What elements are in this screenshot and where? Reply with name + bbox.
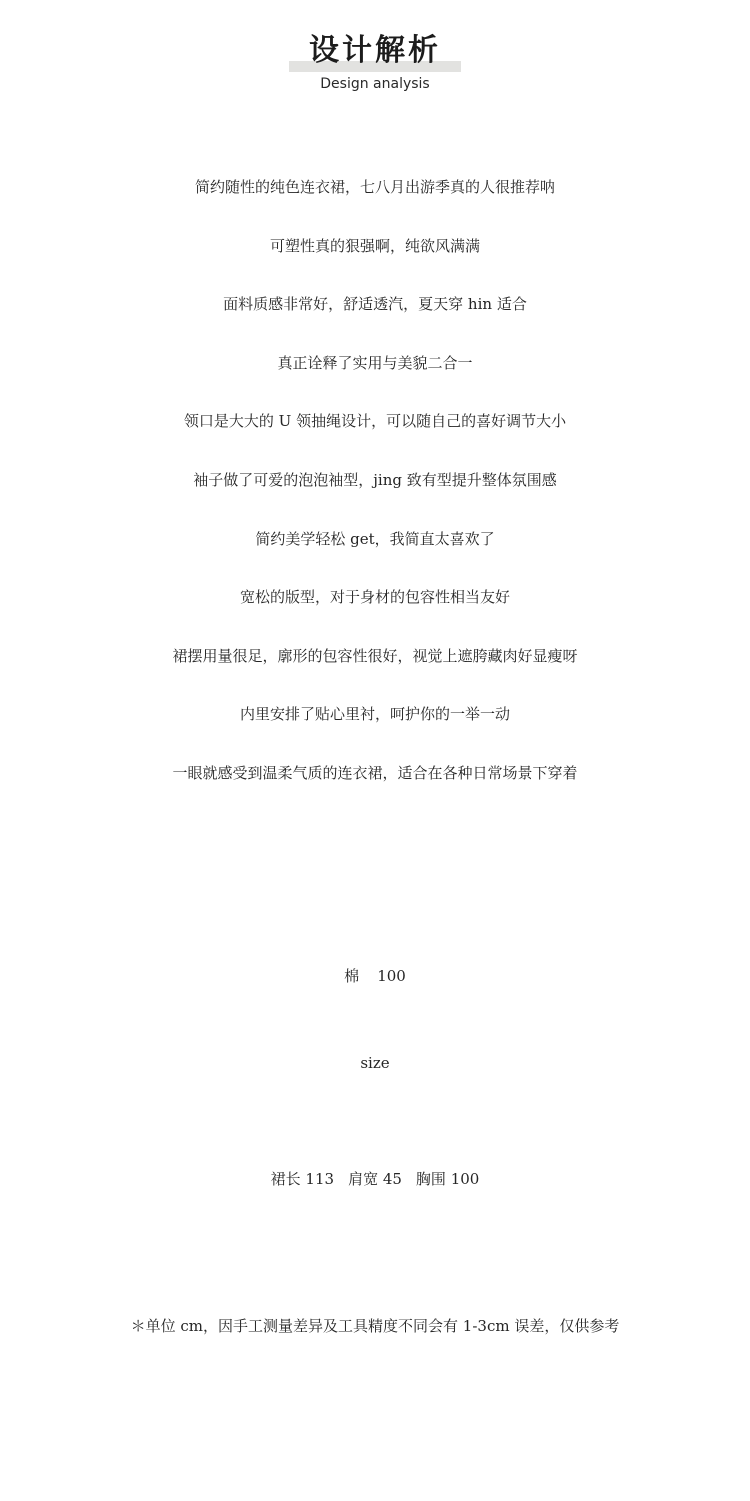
description-line: 袖子做了可爱的泡泡袖型，jing 致有型提升整体氛围感 bbox=[193, 470, 557, 489]
measurement-note: ＊单位 cm，因手工测量差异及工具精度不同会有 1-3cm 误差，仅供参考 bbox=[130, 1317, 620, 1335]
description-line: 宽松的版型，对于身材的包容性相当友好 bbox=[239, 588, 510, 607]
description-line: 一眼就感受到温柔气质的连衣裙，适合在各种日常场景下穿着 bbox=[172, 763, 578, 782]
measurement-shoulder: 肩宽 45 bbox=[348, 1170, 402, 1188]
measurement-bust: 胸围 100 bbox=[415, 1170, 480, 1188]
description-line: 简约随性的纯色连衣裙，七八月出游季真的人很推荐呐 bbox=[194, 178, 555, 196]
description-line: 可塑性真的狠强啊，纯欲风满满 bbox=[269, 236, 480, 255]
measurement-row bbox=[0, 1168, 750, 1190]
section-header bbox=[0, 30, 750, 100]
section-subtitle: Design analysis bbox=[320, 76, 430, 92]
description-line: 内里安排了贴心里衬，呵护你的一举一动 bbox=[239, 705, 510, 724]
material-name: 棉 bbox=[344, 967, 360, 985]
description-line: 简约美学轻松 get，我简直太喜欢了 bbox=[255, 529, 495, 548]
description-list bbox=[0, 176, 750, 821]
section-title: 设计解析 bbox=[309, 33, 441, 68]
material-value: 100 bbox=[377, 967, 406, 985]
description-line: 真正诠释了实用与美貌二合一 bbox=[277, 353, 473, 372]
description-line: 领口是大大的 U 领抽绳设计，可以随自己的喜好调节大小 bbox=[183, 412, 567, 431]
material-composition bbox=[0, 965, 750, 987]
measurement-length: 裙长 113 bbox=[270, 1170, 335, 1188]
description-line: 裙摆用量很足，廓形的包容性很好，视觉上遮胯藏肉好显瘦呀 bbox=[172, 646, 578, 665]
size-heading: size bbox=[360, 1054, 390, 1072]
description-line: 面料质感非常好，舒适透汽，夏天穿 hin 适合 bbox=[223, 295, 527, 314]
